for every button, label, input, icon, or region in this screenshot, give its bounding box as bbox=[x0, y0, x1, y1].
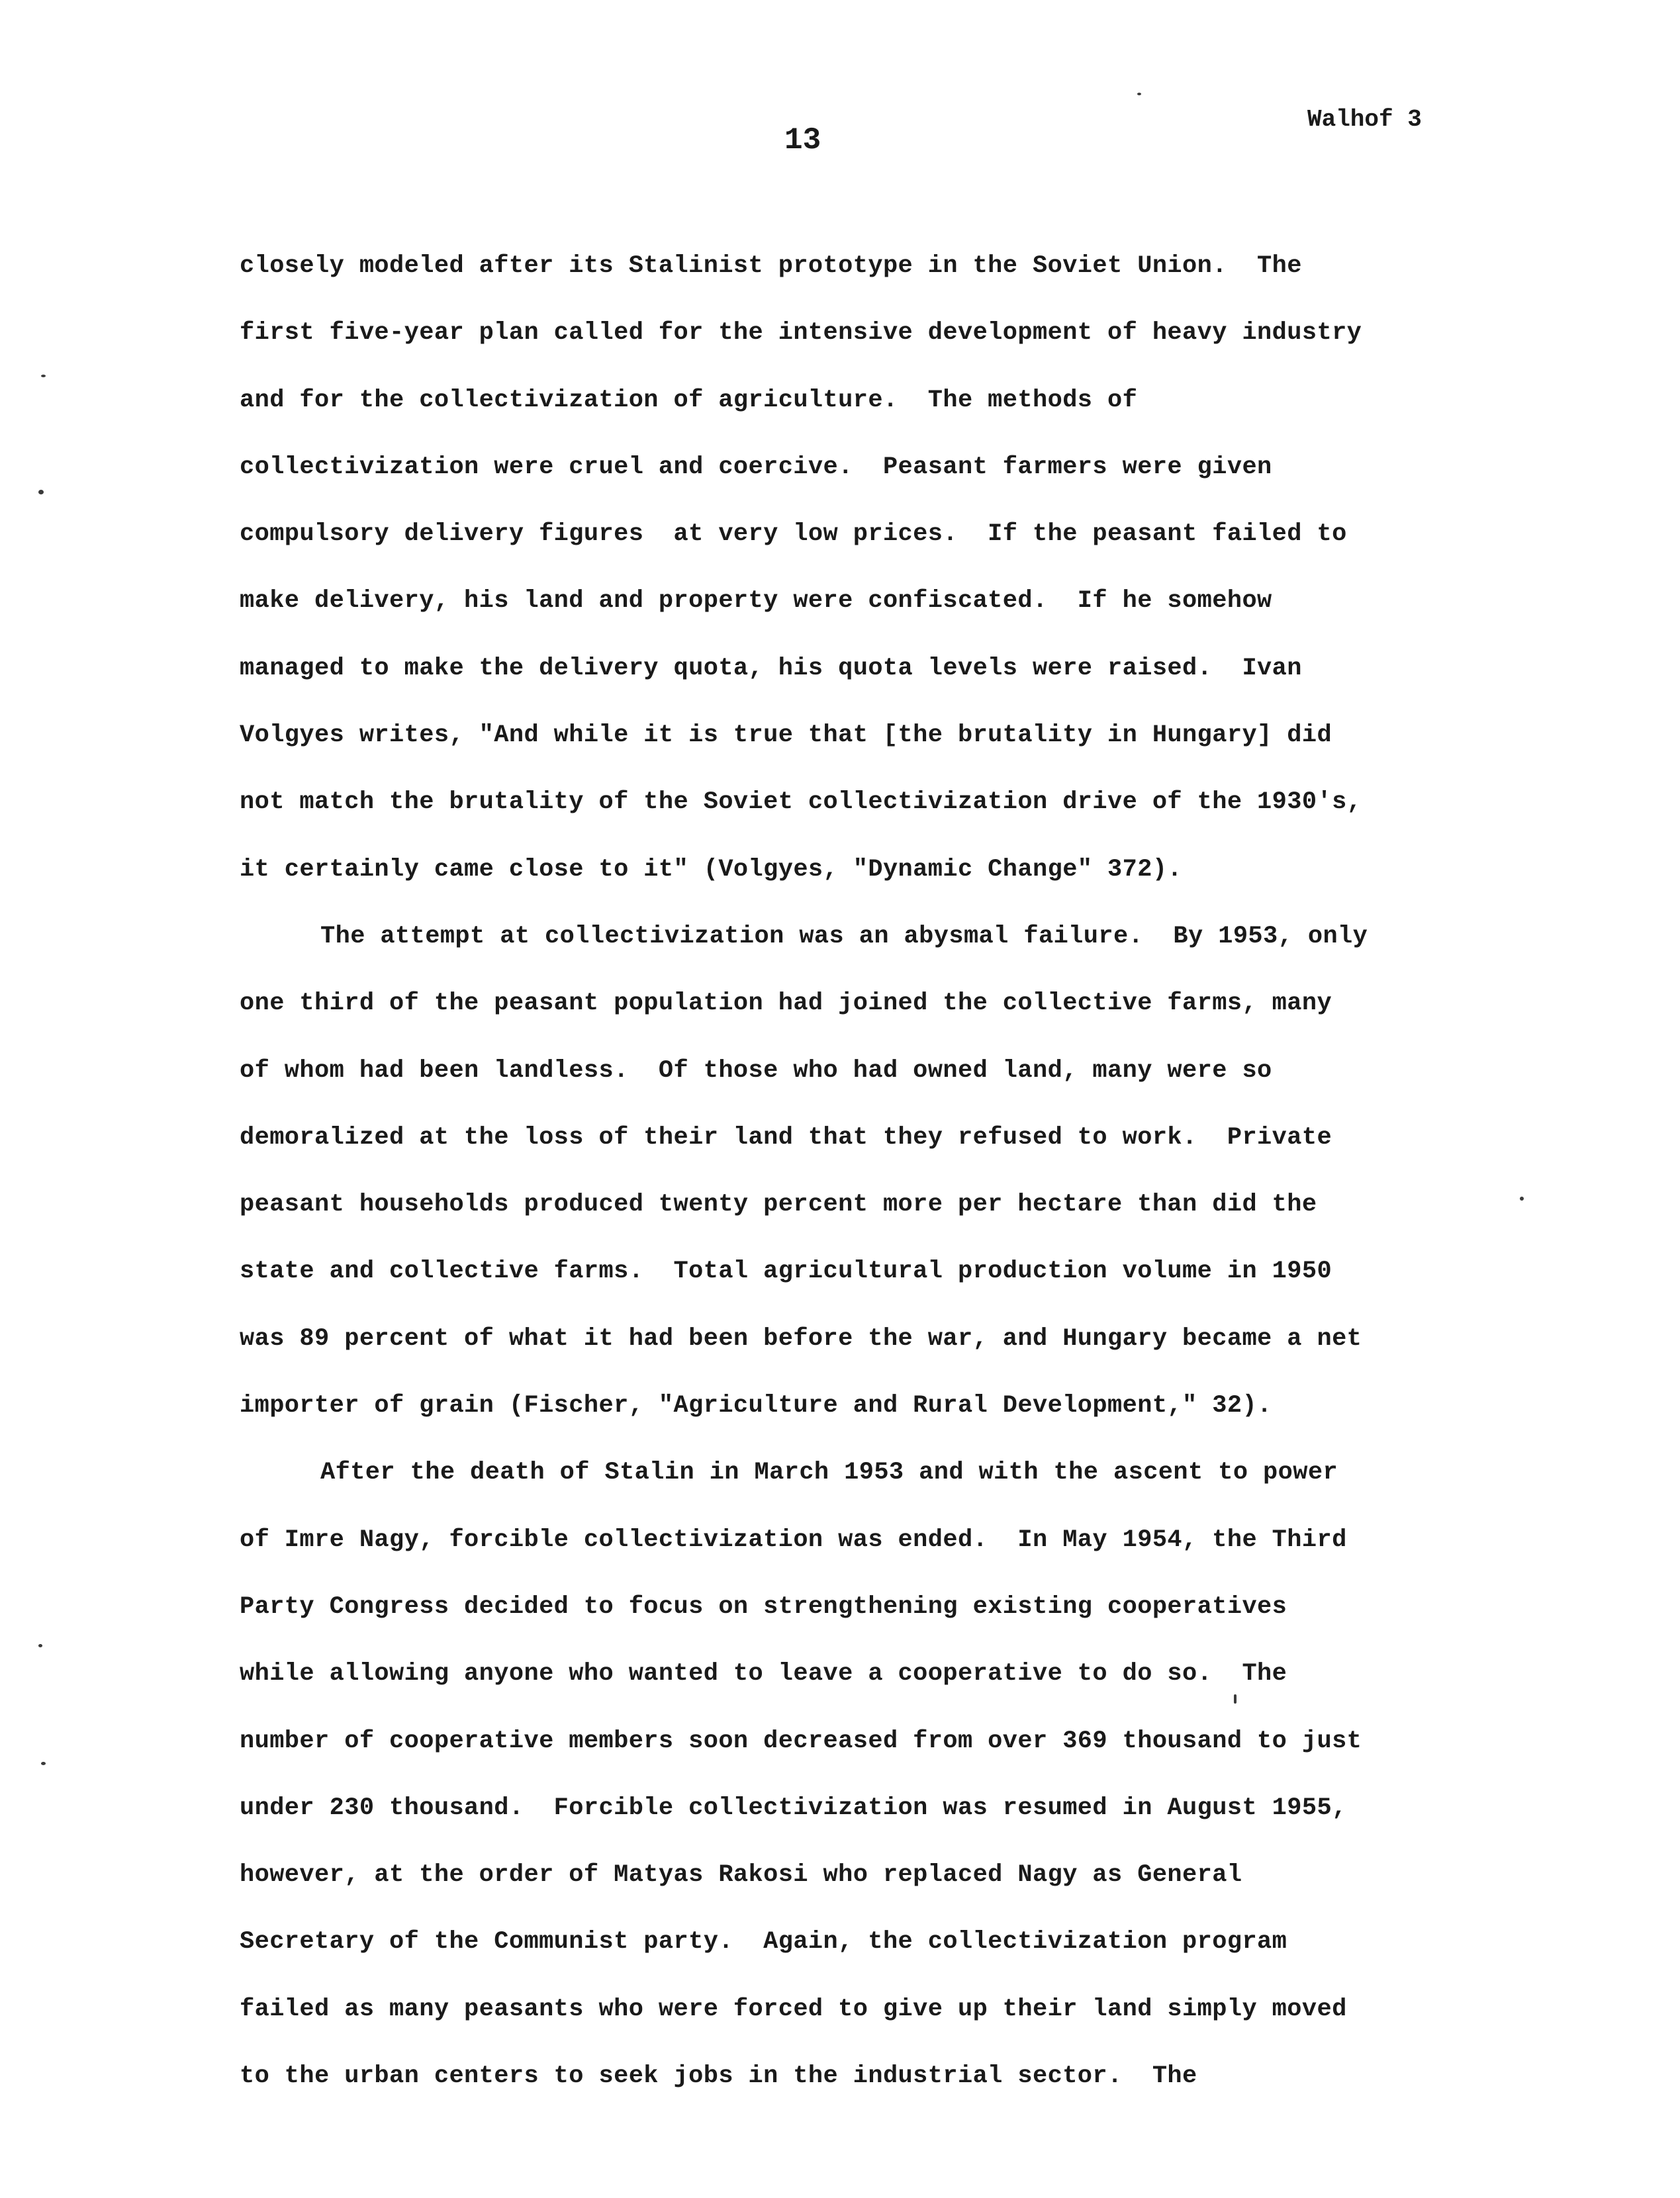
text-line: to the urban centers to seek jobs in the industrial sector. The bbox=[240, 2062, 1197, 2091]
text-line: of whom had been landless. Of those who had owned land, many were so bbox=[240, 1056, 1272, 1085]
text-line: collectivization were cruel and coercive. Peasant farmers were given bbox=[240, 453, 1272, 481]
page-number: 13 bbox=[784, 123, 821, 158]
scan-speck bbox=[38, 490, 44, 494]
text-line: demoralized at the loss of their land that they refused to work. Private bbox=[240, 1123, 1332, 1152]
scan-speck bbox=[1137, 93, 1141, 95]
text-line: compulsory delivery figures at very low prices. If the peasant failed to bbox=[240, 520, 1347, 549]
scan-speck bbox=[38, 1644, 42, 1647]
text-line: Volgyes writes, "And while it is true that [the brutality in Hungary] did bbox=[240, 721, 1332, 750]
text-line: it certainly came close to it" (Volgyes, "Dynamic Change" 372). bbox=[240, 855, 1183, 884]
text-line: and for the collectivization of agriculture. The methods of bbox=[240, 386, 1138, 414]
text-line: first five-year plan called for the intensive development of heavy industry bbox=[240, 319, 1362, 347]
running-header: Walhof 3 bbox=[1307, 106, 1422, 133]
text-line: make delivery, his land and property were confiscated. If he somehow bbox=[240, 587, 1272, 616]
scan-speck bbox=[1520, 1197, 1524, 1201]
text-line: closely modeled after its Stalinist prototype in the Soviet Union. The bbox=[240, 252, 1302, 280]
paragraph-first-line: The attempt at collectivization was an abysmal failure. By 1953, only bbox=[320, 922, 1368, 950]
text-line: not match the brutality of the Soviet collectivization drive of the 1930's, bbox=[240, 788, 1362, 817]
scan-speck bbox=[41, 375, 46, 377]
scan-speck bbox=[41, 1762, 46, 1765]
text-line: Secretary of the Communist party. Again, the collectivization program bbox=[240, 1928, 1287, 1956]
scan-speck bbox=[1234, 1694, 1237, 1704]
body-text bbox=[240, 233, 1484, 2110]
paragraph-first-line: After the death of Stalin in March 1953 and with the ascent to power bbox=[320, 1459, 1338, 1487]
text-line: however, at the order of Matyas Rakosi who replaced Nagy as General bbox=[240, 1861, 1242, 1890]
text-line: was 89 percent of what it had been before the war, and Hungary became a net bbox=[240, 1324, 1362, 1353]
text-line: peasant households produced twenty percent more per hectare than did the bbox=[240, 1191, 1317, 1219]
text-line: under 230 thousand. Forcible collectivization was resumed in August 1955, bbox=[240, 1794, 1347, 1822]
text-line: one third of the peasant population had joined the collective farms, many bbox=[240, 989, 1332, 1018]
text-line: managed to make the delivery quota, his quota levels were raised. Ivan bbox=[240, 654, 1302, 682]
text-line: of Imre Nagy, forcible collectivization was ended. In May 1954, the Third bbox=[240, 1526, 1347, 1554]
text-line: Party Congress decided to focus on strengthening existing cooperatives bbox=[240, 1592, 1287, 1621]
text-line: importer of grain (Fischer, "Agriculture and Rural Development," 32). bbox=[240, 1392, 1272, 1420]
text-line: number of cooperative members soon decreased from over 369 thousand to just bbox=[240, 1727, 1362, 1755]
text-line: while allowing anyone who wanted to leave a cooperative to do so. The bbox=[240, 1660, 1287, 1688]
text-line: failed as many peasants who were forced to give up their land simply moved bbox=[240, 1995, 1347, 2023]
text-line: state and collective farms. Total agricultural production volume in 1950 bbox=[240, 1258, 1332, 1286]
